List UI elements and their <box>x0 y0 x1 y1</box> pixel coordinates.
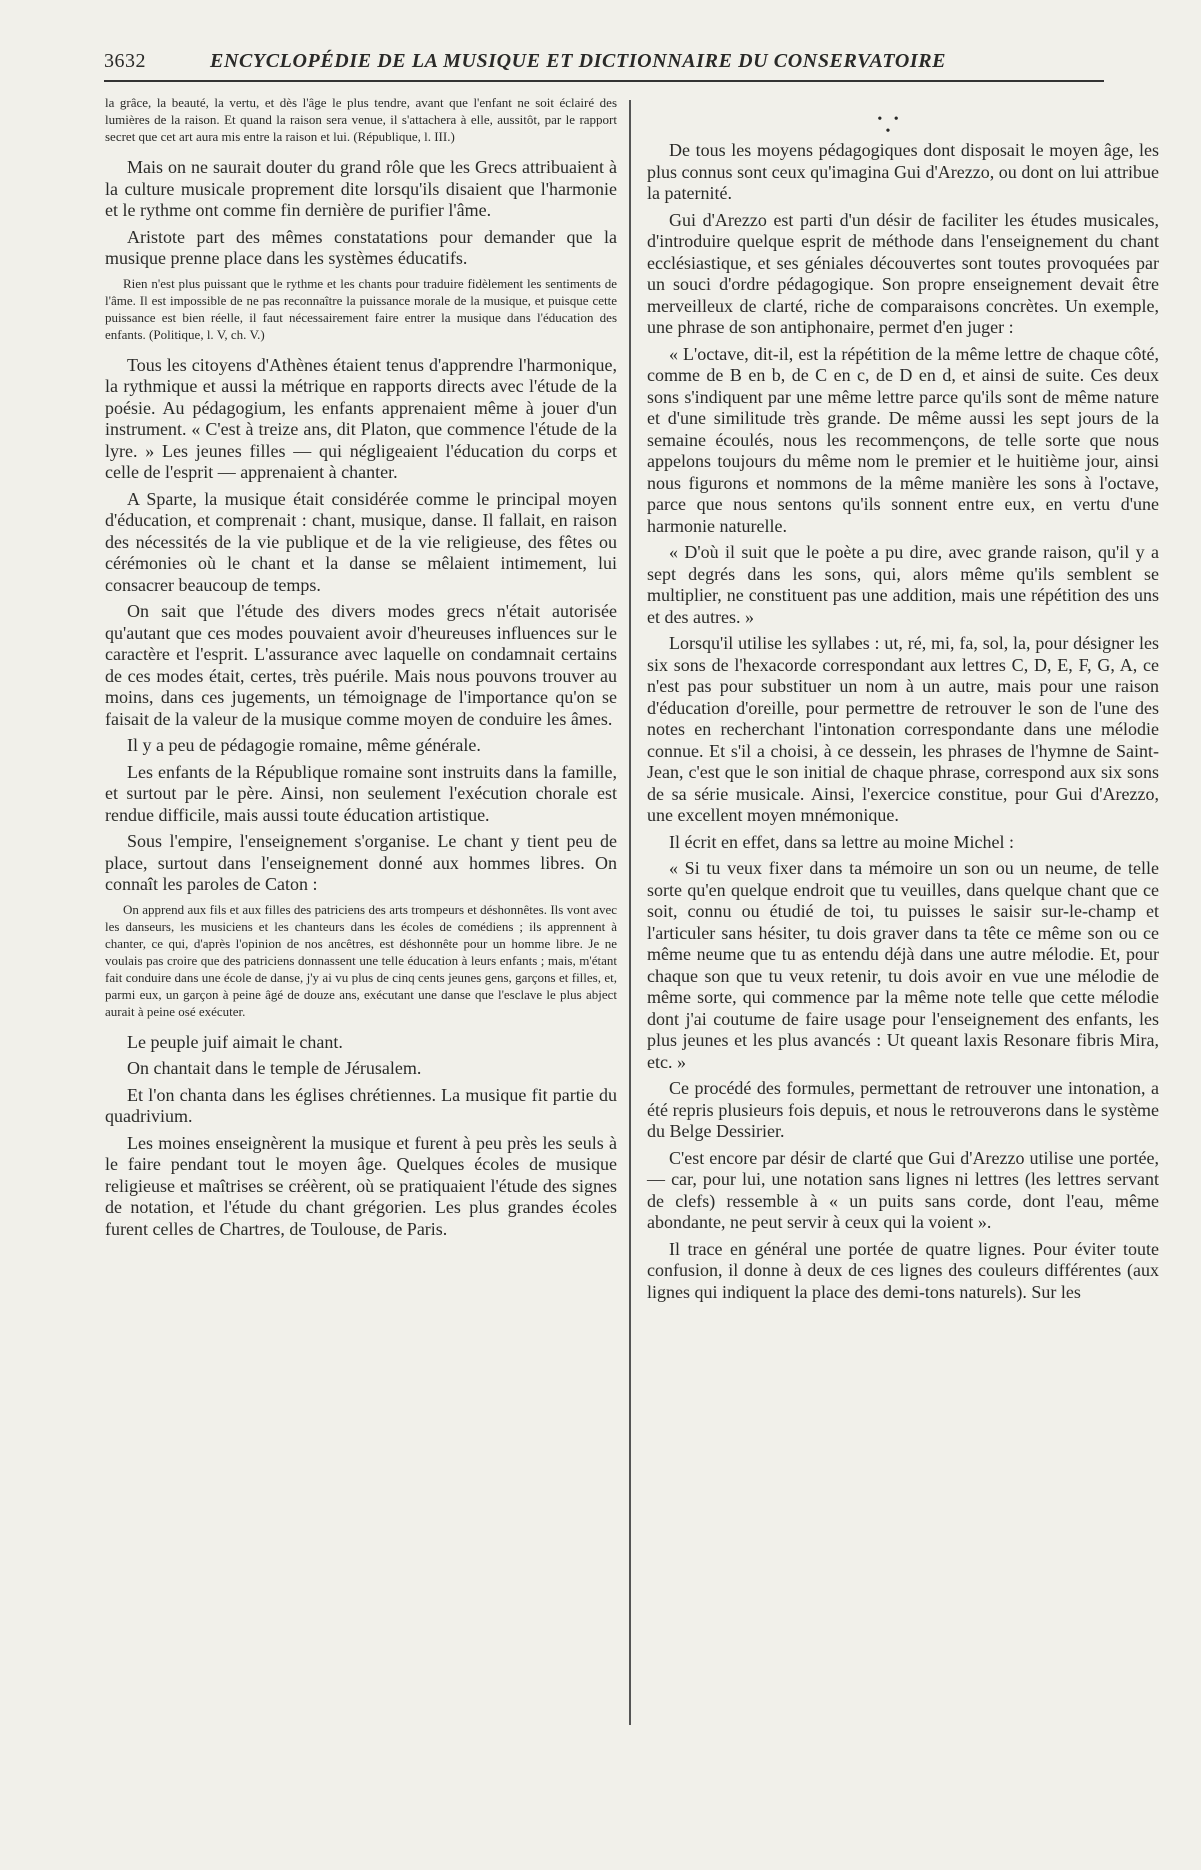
body-paragraph: A Sparte, la musique était considérée comme le principal moyen d'éducation, et comprenait : chant, musique, danse. Il fallait, en raison des nécessités de la vie publique et de la vie religieuse, des fêtes ou cérémonies où le chant et la danse se mêlaient intimement, lui consacrer beaucoup de temps. <box>105 488 617 595</box>
page-number: 3632 <box>104 50 146 72</box>
quoted-passage: Rien n'est plus puissant que le rythme et les chants pour traduire fidèlement les sentiments de l'âme. Il est impossible de ne pas reconnaître la puissance morale de la musique, et puisque cette puissance est bien réelle, il faut nécessairement faire entrer la musique dans l'éducation des enfants. (Politique, l. V, ch. V.) <box>105 275 617 342</box>
body-paragraph: « D'où il suit que le poète a pu dire, avec grande raison, qu'il y a sept degrés dans les sons, qui, alors même qu'ils semblent se multiplier, ne constituent pas une addition, mais une répétition des uns et des autres. » <box>647 542 1159 627</box>
body-paragraph: Gui d'Arezzo est parti d'un désir de faciliter les études musicales, d'introduire quelque esprit de méthode dans l'enseignement du chant ecclésiastique, et ses géniales découvertes sont toutes provoquées par un souci d'ordre pédagogique. Son propre enseignement devait être merveilleux de clarté, riche de comparaisons concrètes. Un exemple, une phrase de son antiphonaire, permet d'en juger : <box>647 209 1159 337</box>
body-paragraph: On sait que l'étude des divers modes grecs n'était autorisée qu'autant que ces modes pouvaient avoir d'heureuses influences sur le caractère et l'esprit. L'assurance avec laquelle on condamnait certains de ces modes était, certes, très puérile. Mais nous pouvons trouver au moins, dans ces jugements, un témoignage de l'importance qu'on se faisait de la valeur de la musique comme moyen de conduire les âmes. <box>105 601 617 729</box>
right-column <box>647 140 1159 1308</box>
body-paragraph: Sous l'empire, l'enseignement s'organise. Le chant y tient peu de place, surtout dans l'enseignement donné aux hommes libres. On connaît les paroles de Caton : <box>105 831 617 894</box>
body-paragraph: Les enfants de la République romaine sont instruits dans la famille, et surtout par le père. Ainsi, non seulement l'exécution chorale est rendue difficile, mais aussi toute éducation artistique. <box>105 761 617 825</box>
quoted-passage: la grâce, la beauté, la vertu, et dès l'âge le plus tendre, avant que l'enfant ne soit éclairé des lumières de la raison. Et quand la raison sera venue, il s'attachera à elle, aussitôt, par le rapport secret que cet art aura mis entre la raison et lui. (République, l. III.) <box>105 95 617 144</box>
header-rule <box>104 80 1104 82</box>
body-paragraph: Ce procédé des formules, permettant de retrouver une intonation, a été repris plusieurs fois depuis, et nous le retrouverons dans le système du Belge Dessirier. <box>647 1078 1159 1141</box>
body-paragraph: Il y a peu de pédagogie romaine, même générale. <box>127 735 481 755</box>
body-paragraph: Lorsqu'il utilise les syllabes : ut, ré, mi, fa, sol, la, pour désigner les six sons de l'hexacorde correspondant aux lettres C, D, E, F, G, A, ce n'est pas pour substituer un nom à un autre, mais pour une raison d'éducation d'oreille, pour permettre de retrouver le son de l'une des notes en recherchant l'intonation correspondante dans une mélodie connue. Et s'il a choisi, à ce dessein, les phrases de l'hymne de Saint-Jean, c'est que le son initial de chaque phrase, correspond aux six sons de sa série musicale. Ainsi, l'exercice constitue, pour Gui d'Arezzo, une excellent moyen mnémonique. <box>647 633 1159 825</box>
body-paragraph: Il écrit en effet, dans sa lettre au moine Michel : <box>669 831 1015 852</box>
column-divider <box>629 100 631 1725</box>
body-paragraph: « Si tu veux fixer dans ta mémoire un son ou un neume, de telle sorte qu'en quelque endroit que tu veuilles, dans quelque chant que ce soit, connu ou étudié de toi, tu puisses le saisir sur-le-champ et l'articuler sans hésiter, tu dois graver dans ta tête ce même son ou ce même neume que tu as entendu déjà dans une autre mélodie. Et, pour chaque son que tu veux retenir, tu dois avoir en vue une mélodie de même sorte, qui commence par la même note telle que cette mélodie dont j'ai coutume de faire usage pour l'enseignement des enfants, les plus jeunes et les plus avancés : Ut queant laxis Resonare fibris Mira, etc. » <box>647 858 1159 1072</box>
body-paragraph: Tous les citoyens d'Athènes étaient tenus d'apprendre l'harmonique, la rythmique et aussi la métrique en rapports directs avec l'étude de la poésie. Au pédagogium, les enfants apprenaient même à jouer d'un instrument. « C'est à treize ans, dit Platon, que commence l'étude de la lyre. » Les jeunes filles — qui négligeaient l'éducation du corps et celle de l'esprit — apprenaient à chanter. <box>105 354 617 482</box>
body-paragraph: On chantait dans le temple de Jérusalem. <box>127 1058 422 1078</box>
body-paragraph: Et l'on chanta dans les églises chrétiennes. La musique fit partie du quadrivium. <box>105 1084 617 1126</box>
body-paragraph: Mais on ne saurait douter du grand rôle que les Grecs attribuaient à la culture musicale proprement dite lorsqu'ils disaient que l'harmonie et le rythme ont comme fin dernière de purifier l'âme. <box>105 157 617 220</box>
quoted-passage: On apprend aux fils et aux filles des patriciens des arts trompeurs et déshonnêtes. Ils vont avec les danseurs, les musiciens et les chanteurs dans les écoles de comédiens ; ils apprennent à chanter, ce qui, d'après l'opinion de nos ancêtres, est déshonnête pour un homme libre. Je ne voulais pas croire que des patriciens donnassent une telle éducation à leurs enfants ; mais, m'étant fait conduire dans une école de danse, j'y ai vu plus de cinq cents jeunes gens, garçons et filles, et, parmi eux, un garçon à peine âgé de douze ans, exécutant une danse que l'esclave le plus abject aurait à peine osé exécuter. <box>105 901 617 1019</box>
body-paragraph: Les moines enseignèrent la musique et furent à peu près les seuls à le faire pendant tout le moyen âge. Quelques écoles de musique religieuse et maîtrises se créèrent, où se pratiquaient l'étude des signes de notation, et l'étude du chant grégorien. Les plus grandes écoles furent celles de Chartres, de Toulouse, de Paris. <box>105 1132 617 1239</box>
body-paragraph: « L'octave, dit-il, est la répétition de la même lettre de chaque côté, comme de B en b, de C en c, de D en d, et ainsi de suite. Ces deux sons s'indiquent par une même lettre parce qu'ils sont de même nature et d'une similitude très grande. De même aussi les sept jours de la semaine écoulés, nous les recommençons, de telle sorte que nous appelons toujours du même nom le premier et le huitième jour, ainsi nous figurons et nommons de la même manière les sons à l'octave, parce que nous sentons qu'ils sonnent entre eux, en vertu d'une harmonie naturelle. <box>647 343 1159 536</box>
body-paragraph: Le peuple juif aimait le chant. <box>127 1031 343 1052</box>
body-paragraph: Aristote part des mêmes constatations pour demander que la musique prenne place dans les systèmes éducatifs. <box>105 226 617 268</box>
body-paragraph: C'est encore par désir de clarté que Gui d'Arezzo utilise une portée, — car, pour lui, une notation sans lignes ni lettres (les lettres servant de clefs) ressemble à « un puits sans corde, dont l'eau, même abondante, ne peut servir à ceux qui la voient ». <box>647 1147 1159 1232</box>
running-title: ENCYCLOPÉDIE DE LA MUSIQUE ET DICTIONNAIRE DU CONSERVATOIRE <box>210 50 947 72</box>
page-header <box>104 50 1104 80</box>
left-column <box>105 94 617 1245</box>
section-ornament: • • • <box>877 112 903 139</box>
body-paragraph: De tous les moyens pédagogiques dont disposait le moyen âge, les plus connus sont ceux qu'imagina Gui d'Arezzo, ou dont on lui attribue la paternité. <box>647 140 1159 203</box>
body-paragraph: Il trace en général une portée de quatre lignes. Pour éviter toute confusion, il donne à deux de ces lignes des couleurs différentes (aux lignes qui indiquent la place des demi-tons naturels). Sur les <box>647 1238 1159 1302</box>
